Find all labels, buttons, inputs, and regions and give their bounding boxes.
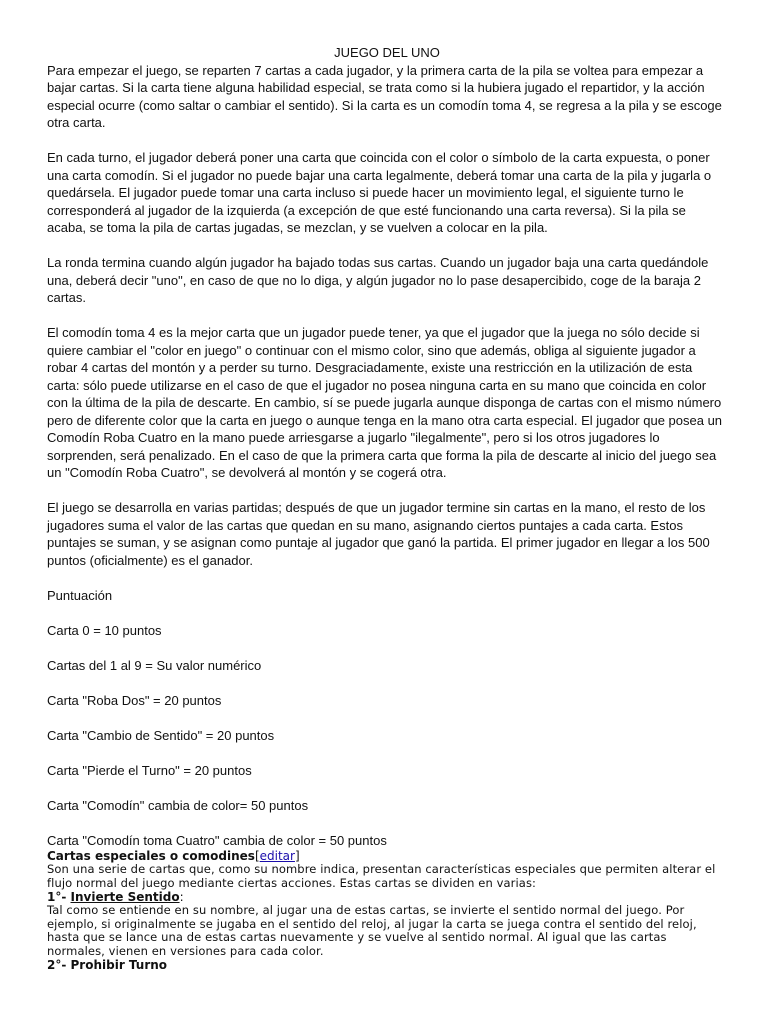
scoring-item: Carta "Pierde el Turno" = 20 puntos xyxy=(47,762,252,778)
paragraph-scoring-rules: El juego se desarrolla en varias partidas; después de que un jugador termine sin cartas en la mano, el resto de los jugadores suma el valor de las cartas que quedan en su mano, asignando ciertos puntajes a cada carta. Estos puntajes se suman, y se asignan como puntaje al jugador que ganó la partida. El primer jugador en llegar a los 500 puntos (oficialmente) es el ganador. xyxy=(47,500,710,568)
scoring-item: Carta "Cambio de Sentido" = 20 puntos xyxy=(47,727,275,743)
paragraph-turns: En cada turno, el jugador deberá poner una carta que coincida con el color o símbolo de la carta expuesta, o poner una carta comodín. Si el jugador no puede bajar una carta legalmente, deberá tomar una carta de la pila y jugarla o quedársela. El jugador puede tomar una carta incluso si puede hacer un movimiento legal, el siguiente turno le corresponderá al jugador de la izquierda (a excepción de que esté funcionando una carta reversa). Si la pila se acaba, se toma la pila de cartas jugadas, se mezclan, y se vuelven a colocar en la pila. xyxy=(47,150,712,235)
scoring-item: Carta "Comodín toma Cuatro" cambia de color = 50 puntos xyxy=(47,832,387,848)
special-card-1-number: 1°- xyxy=(47,890,71,904)
paragraph-dealing: Para empezar el juego, se reparten 7 cartas a cada jugador, y la primera carta de la pila se voltea para empezar a bajar cartas. Si la carta tiene alguna habilidad especial, se trata como si la hubiera jugado el repartidor, y la acción especial ocurre (como saltar o cambiar el sentido). Si la carta es un comodín toma 4, se regresa a la pila y se escoge otra carta. xyxy=(47,62,722,130)
paragraph-wild-draw-four: El comodín toma 4 es la mejor carta que un jugador puede tener, ya que el jugador que la juega no sólo decide si quiere cambiar el "color en juego" o continuar con el mismo color, sino que además, obliga al siguiente jugador a robar 4 cartas del montón y a perder su turno. Desgraciadamente, existe una restricción en la utilización de esta carta: sólo puede utilizarse en el caso de que el jugador no posea ninguna carta en su mano que coincida en color con la última de la pila de descarte. En cambio, sí se puede jugarla aunque disponga de cartas con el mismo número pero de diferente color que la carta en juego o aunque tenga en la mano otra carta especial. El jugador que posea un Comodín Roba Cuatro en la mano puede arriesgarse a jugarlo "ilegalmente", pero si los otros jugadores lo sorprenden, será penalizado. En el caso de que la primera carta que forma la pila de descarte al inicio del juego sea un "Comodín Roba Cuatro", se devolverá al montón y se cogerá otra. xyxy=(47,325,723,480)
special-card-1-text: Tal como se entiende en su nombre, al jugar una de estas cartas, se invierte el sentido normal del juego. Por ejemplo, si originalmente se jugaba en el sentido del reloj, al jugar la carta se juega contra el sentido del reloj, hasta que se lance una de estas cartas nuevamente y se vuelve al sentido normal. Al igual que las cartas normales, vienen en versiones para cada color. xyxy=(47,903,697,958)
special-cards-heading xyxy=(47,849,727,863)
edit-link[interactable]: editar xyxy=(259,849,295,863)
edit-bracket-close: ] xyxy=(294,849,300,863)
scoring-item: Carta 0 = 10 puntos xyxy=(47,622,162,638)
edit-bracket-open: [ xyxy=(254,849,260,863)
special-card-1-title: Invierte Sentido xyxy=(70,890,180,904)
special-cards-intro: Son una serie de cartas que, como su nombre indica, presentan características especiales que permiten alterar el flujo normal del juego mediante ciertas acciones. Estas cartas se dividen en varias: xyxy=(47,862,716,890)
paragraph-round-end: La ronda termina cuando algún jugador ha bajado todas sus cartas. Cuando un jugador baja una carta quedándole una, deberá decir "uno", en caso de que no lo diga, y algún jugador no lo pase desapercibido, coge de la baraja 2 cartas. xyxy=(47,255,709,305)
scoring-item: Cartas del 1 al 9 = Su valor numérico xyxy=(47,657,262,673)
document-page xyxy=(47,44,727,972)
scoring-item: Carta "Comodín" cambia de color= 50 puntos xyxy=(47,797,309,813)
special-card-1-colon: : xyxy=(179,890,184,904)
special-cards-title: Cartas especiales o comodines xyxy=(47,849,255,863)
scoring-heading: Puntuación xyxy=(47,587,113,603)
special-card-1-heading xyxy=(47,890,727,904)
document-title: JUEGO DEL UNO xyxy=(334,45,440,60)
special-card-2-heading: 2°- Prohibir Turno xyxy=(47,958,168,972)
scoring-item: Carta "Roba Dos" = 20 puntos xyxy=(47,692,222,708)
